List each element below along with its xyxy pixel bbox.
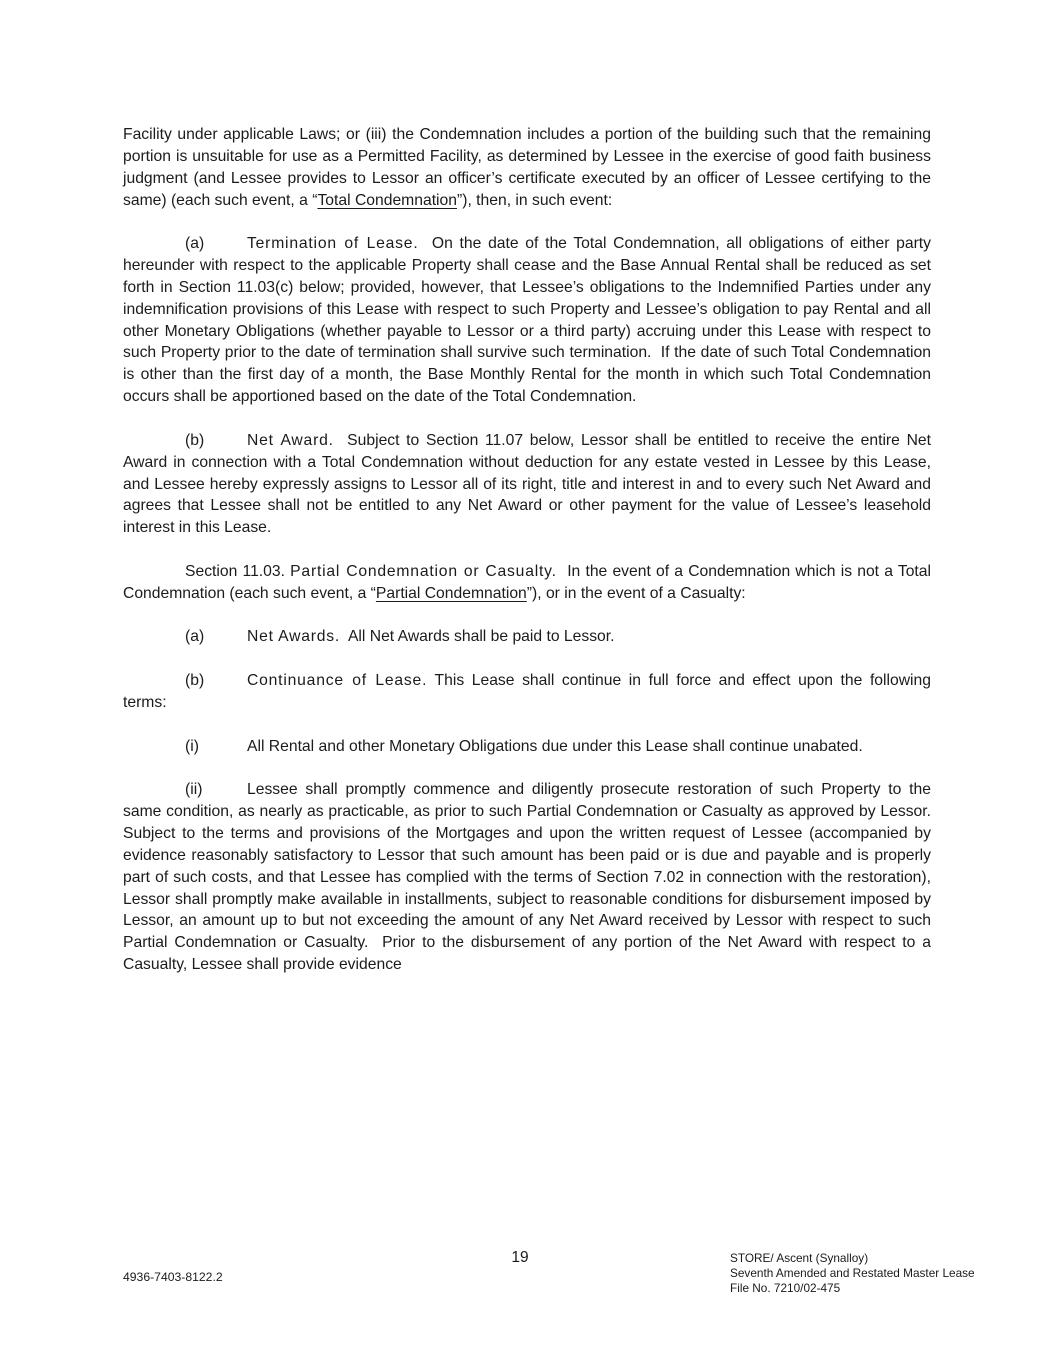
- clause-a-net-awards: [123, 626, 931, 648]
- text-run: In the event of a Condemnation which is not a Total Condemnation (each such event, a “: [123, 562, 936, 602]
- paragraph-total-condemnation-intro: [123, 124, 936, 211]
- footer-reference-line-3: File No. 7210/02-475: [730, 1281, 841, 1295]
- clause-label: (i): [185, 737, 199, 755]
- footer-reference-block: [730, 1251, 975, 1296]
- underlined-defined-term: Partial Condemnation: [375, 584, 527, 602]
- clause-a-termination-of-lease: [123, 233, 936, 408]
- text-run: Facility under applicable Laws; or (iii) the Condemnation includes a portion of the building such that the remaining portion is unsuitable for use as a Permitted Facility, as determined by Lessee in the exercise of good faith business judgment (and Lessee provides to Lessor an officer’s certificate executed by an officer of Lessee certifying to the same) (each such event, a “: [123, 126, 936, 209]
- text-run: All Net Awards shall be paid to Lessor.: [340, 628, 615, 646]
- subclause-i-rental-unabated: [123, 736, 931, 758]
- clause-label: (a): [185, 235, 205, 253]
- text-run: Subject to Section 11.07 below, Lessor shall be entitled to receive the entire Net Award in connection with a Total Condemnation without deduction for any estate vested in Lessee by this Lease, and Lessee hereby expressly assigns to Lessor all of its right, title and interest in and to every such Net Award and agrees that Lessee shall not be entitled to any Net Award or other payment for the value of Lessee’s leasehold interest in this Lease.: [123, 431, 936, 537]
- subclause-ii-restoration: [123, 779, 940, 976]
- clause-b-continuance-of-lease: [123, 670, 936, 714]
- page-number: 19: [511, 1249, 529, 1266]
- clause-label: (a): [185, 628, 205, 646]
- text-run: On the date of the Total Condemnation, all obligations of either party hereunder with respect to the applicable Property shall cease and the Base Annual Rental shall be reduced as set forth in Section 11.03(c) below; provided, however, that Lessee’s obligations to the Indemnified Parties under any indemnification provisions of this Lease with respect to such Property and Lessee’s obligation to pay Rental and all other Monetary Obligations (whether payable to Lessor or a third party) accruing under this Lease with respect to such Property prior to the date of termination shall survive such termination. If the date of such Total Condemnation is other than the first day of a month, the Base Monthly Rental for the month in which such Total Condemnation occurs shall be apportioned based on the date of the Total Condemnation.: [123, 235, 936, 406]
- clause-label: (ii): [185, 781, 203, 799]
- text-run: All Rental and other Monetary Obligations due under this Lease shall continue unabated.: [247, 737, 863, 755]
- underlined-defined-term: Total Condemnation: [317, 191, 457, 209]
- clause-heading: Continuance of Lease.: [247, 672, 428, 690]
- document-body: [123, 124, 940, 998]
- clause-heading: Partial Condemnation or Casualty.: [290, 562, 557, 580]
- clause-b-net-award: [123, 430, 936, 539]
- text-run: Lessee shall promptly commence and diligently prosecute restoration of such Property to the same condition, as nearly as practicable, as prior to such Partial Condemnation or Casualty as approved by Lessor. Subject to the terms and provisions of the Mortgages and upon the written request of Lessee (accompanied by evidence reasonably satisfactory to Lessor that such amount has been paid or is due and payable and is properly part of such costs, and that Lessee has complied with the terms of Section 7.02 in connection with the restoration), Lessor shall promptly make available in installments, subject to reasonable conditions for disbursement imposed by Lessor, an amount up to but not exceeding the amount of any Net Award received by Lessor with respect to such Partial Condemnation or Casualty. Prior to the disbursement of any portion of the Net Award with respect to a Casualty, Lessee shall provide evidence: [123, 781, 940, 974]
- clause-heading: Termination of Lease.: [247, 235, 419, 253]
- footer-reference-line-2: Seventh Amended and Restated Master Lease: [730, 1266, 975, 1280]
- clause-label: (b): [185, 672, 205, 690]
- section-11-03-partial-condemnation: [123, 561, 936, 605]
- document-control-number: 4936-7403-8122.2: [123, 1270, 223, 1284]
- clause-heading: Net Award.: [247, 431, 334, 449]
- text-run: This Lease shall continue in full force and effect upon the following terms:: [123, 672, 936, 711]
- footer-reference-line-1: STORE/ Ascent (Synalloy): [730, 1251, 869, 1265]
- clause-label: (b): [185, 431, 205, 449]
- clause-heading: Net Awards.: [247, 628, 341, 646]
- text-run: ”), or in the event of a Casualty:: [526, 584, 746, 602]
- text-run: Section 11.03.: [185, 562, 291, 580]
- text-run: ”), then, in such event:: [457, 191, 613, 209]
